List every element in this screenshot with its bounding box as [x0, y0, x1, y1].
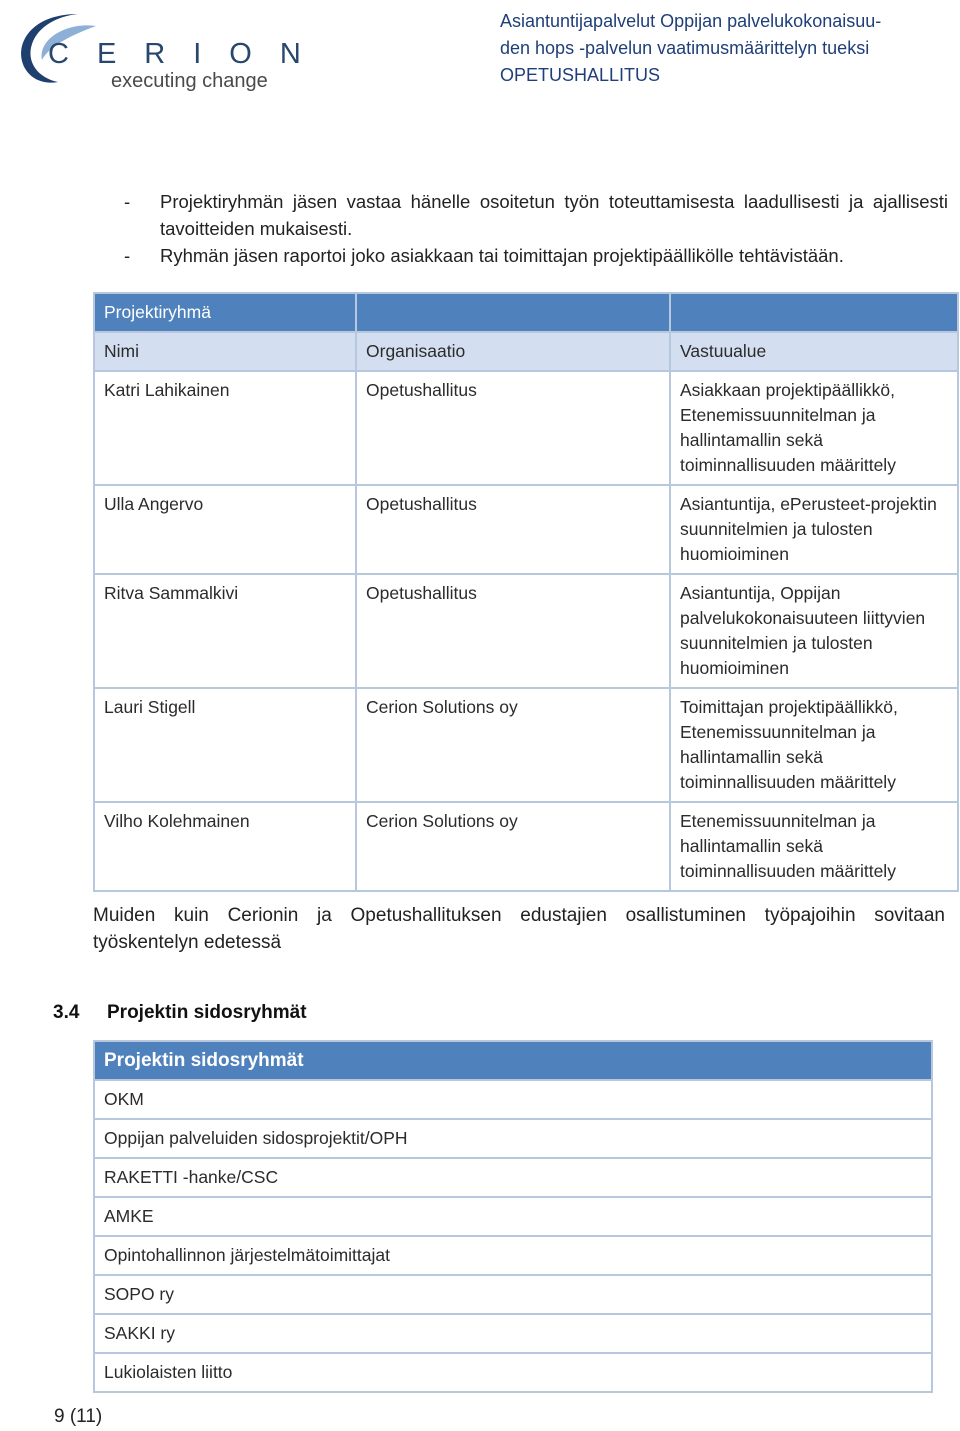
cerion-logo — [8, 8, 329, 92]
table-title-cell — [670, 293, 958, 332]
table-title-row — [94, 1041, 932, 1080]
page-number: 9 (11) — [54, 1406, 103, 1427]
member-responsibility: Asiantuntija, ePerusteet-projektin suunnitelmien ja tulosten huomioiminen — [670, 485, 958, 574]
table-row — [94, 1275, 932, 1314]
table-row — [94, 574, 958, 688]
table-row — [94, 688, 958, 802]
stakeholder: OKM — [94, 1080, 932, 1119]
stakeholder: RAKETTI -hanke/CSC — [94, 1158, 932, 1197]
table-row — [94, 802, 958, 891]
bullet-marker: - — [124, 191, 131, 212]
member-responsibility: Toimittajan projektipäällikkö, Etenemissuunnitelman ja hallintamallin sekä toiminnallisuuden määrittely — [670, 688, 958, 802]
table-row — [94, 1119, 932, 1158]
member-name: Lauri Stigell — [94, 688, 356, 802]
table-row — [94, 1236, 932, 1275]
member-name: Vilho Kolehmainen — [94, 802, 356, 891]
member-organization: Opetushallitus — [356, 485, 670, 574]
table-row — [94, 485, 958, 574]
table-row — [94, 1314, 932, 1353]
section-heading — [53, 1002, 307, 1024]
member-organization: Opetushallitus — [356, 574, 670, 688]
column-header: Vastuualue — [670, 332, 958, 371]
table-title: Projektin sidosryhmät — [94, 1041, 932, 1080]
table-row — [94, 1197, 932, 1236]
member-responsibility: Etenemissuunnitelman ja hallintamallin sekä toiminnallisuuden määrittely — [670, 802, 958, 891]
list-item — [124, 242, 948, 269]
title-line: den hops -palvelun vaatimusmäärittelyn tueksi — [500, 38, 870, 58]
table-title: Projektiryhmä — [94, 293, 356, 332]
project-team-table — [93, 292, 959, 892]
title-line: Asiantuntijapalvelut Oppijan palvelukokonaisuu- — [500, 11, 882, 31]
bullet-marker: - — [124, 245, 131, 266]
bullet-text: Projektiryhmän jäsen vastaa hänelle osoitetun työn toteuttamisesta laadullisesti ja ajallisesti tavoitteiden mukaisesti. — [160, 191, 948, 239]
table-row — [94, 1080, 932, 1119]
document-title — [500, 8, 950, 89]
stakeholder: Opintohallinnon järjestelmätoimittajat — [94, 1236, 932, 1275]
member-responsibility: Asiantuntija, Oppijan palvelukokonaisuuteen liittyvien suunnitelmien ja tulosten huomioiminen — [670, 574, 958, 688]
section-number: 3.4 — [53, 1002, 80, 1023]
stakeholder: AMKE — [94, 1197, 932, 1236]
bullet-text: Ryhmän jäsen raportoi joko asiakkaan tai toimittajan projektipäällikölle tehtävistään. — [160, 245, 844, 266]
member-name: Ulla Angervo — [94, 485, 356, 574]
section-title: Projektin sidosryhmät — [107, 1002, 307, 1023]
table-header-row — [94, 332, 958, 371]
column-header: Nimi — [94, 332, 356, 371]
logo-tagline: executing change — [111, 70, 268, 92]
title-line: OPETUSHALLITUS — [500, 65, 661, 85]
member-responsibility: Asiakkaan projektipäällikkö, Etenemissuunnitelman ja hallintamallin sekä toiminnallisuuden määrittely — [670, 371, 958, 485]
member-organization: Opetushallitus — [356, 371, 670, 485]
list-item — [124, 188, 948, 242]
table-title-row — [94, 293, 958, 332]
member-organization: Cerion Solutions oy — [356, 802, 670, 891]
bullet-list — [124, 188, 948, 269]
logo-wordmark: CERION — [48, 38, 329, 70]
stakeholder: SOPO ry — [94, 1275, 932, 1314]
table-row — [94, 371, 958, 485]
member-organization: Cerion Solutions oy — [356, 688, 670, 802]
stakeholder: SAKKI ry — [94, 1314, 932, 1353]
table-row — [94, 1353, 932, 1392]
stakeholder: Lukiolaisten liitto — [94, 1353, 932, 1392]
column-header: Organisaatio — [356, 332, 670, 371]
stakeholder-table — [93, 1040, 933, 1393]
table-title-cell — [356, 293, 670, 332]
table-row — [94, 1158, 932, 1197]
stakeholder: Oppijan palveluiden sidosprojektit/OPH — [94, 1119, 932, 1158]
member-name: Ritva Sammalkivi — [94, 574, 356, 688]
participation-paragraph: Muiden kuin Cerionin ja Opetushallituksen edustajien osallistuminen työpajoihin sovitaan työskentelyn edetessä — [93, 905, 945, 953]
member-name: Katri Lahikainen — [94, 371, 356, 485]
